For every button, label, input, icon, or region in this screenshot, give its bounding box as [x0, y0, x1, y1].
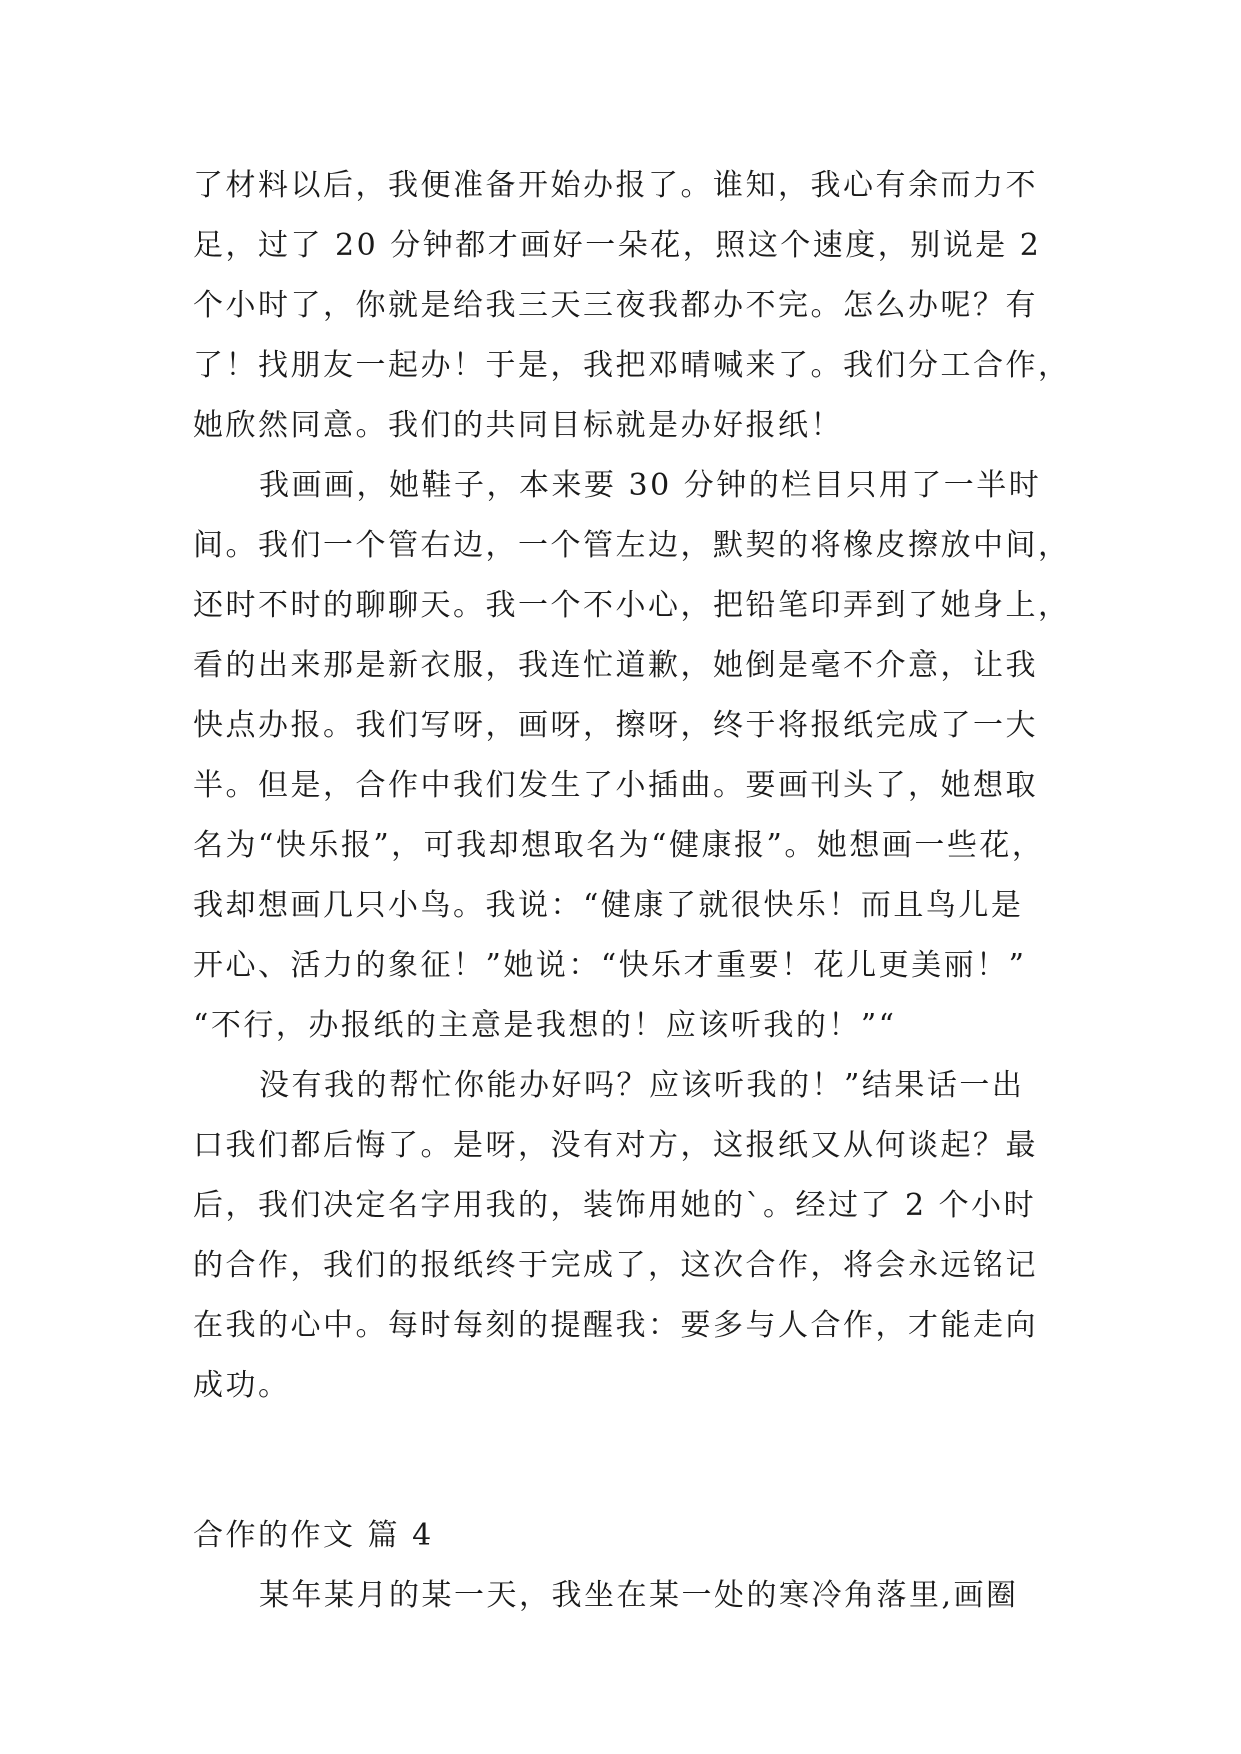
text-line: 半。但是，合作中我们发生了小插曲。要画刊头了，她想取: [193, 768, 1038, 803]
text-line: 名为“快乐报”，可我却想取名为“健康报”。她想画一些花，: [193, 828, 1045, 863]
text-line: 某年某月的某一天，我坐在某一处的寒冷角落里,画圈: [259, 1578, 1019, 1613]
text-line: 后，我们决定名字用我的，装饰用她的`。经过了 2 个小时: [193, 1188, 1037, 1223]
text-line: 开心、活力的象征！”她说：“快乐才重要！花儿更美丽！”: [193, 948, 1027, 983]
text-line: 足，过了 20 分钟都才画好一朵花，照这个速度，别说是 2: [193, 228, 1042, 263]
paragraph-1: [193, 156, 1071, 456]
text-line: 快点办报。我们写呀，画呀，擦呀，终于将报纸完成了一大: [193, 708, 1038, 743]
text-line: 间。我们一个管右边，一个管左边，默契的将橡皮擦放中间，: [193, 528, 1071, 563]
text-line: 口我们都后悔了。是呀，没有对方，这报纸又从何谈起？最: [193, 1128, 1038, 1163]
text-line: 了材料以后，我便准备开始办报了。谁知，我心有余而力不: [193, 168, 1038, 203]
paragraph-3: [193, 1056, 1053, 1416]
text-line: 的合作，我们的报纸终于完成了，这次合作，将会永远铭记: [193, 1248, 1038, 1283]
text-line: 还时不时的聊聊天。我一个不小心，把铅笔印弄到了她身上，: [193, 588, 1071, 623]
text-line: 看的出来那是新衣服，我连忙道歉，她倒是毫不介意，让我: [193, 648, 1038, 683]
document-page: [193, 156, 1071, 1626]
text-line: 了！找朋友一起办！于是，我把邓晴喊来了。我们分工合作，: [193, 348, 1071, 383]
text-line: 成功。: [193, 1368, 291, 1403]
paragraph-4: [193, 1566, 1053, 1626]
paragraph-2: [193, 456, 1071, 1056]
text-line: 没有我的帮忙你能办好吗？应该听我的！”结果话一出: [259, 1068, 1025, 1103]
text-line: 她欣然同意。我们的共同目标就是办好报纸！: [193, 408, 843, 443]
section-heading: 合作的作文 篇 4: [193, 1518, 434, 1553]
text-line: 个小时了，你就是给我三天三夜我都办不完。怎么办呢？有: [193, 288, 1038, 323]
text-line: 我却想画几只小鸟。我说：“健康了就很快乐！而且鸟儿是: [193, 888, 1024, 923]
text-line: 我画画，她鞋子，本来要 30 分钟的栏目只用了一半时: [259, 468, 1042, 503]
text-line: 在我的心中。每时每刻的提醒我：要多与人合作，才能走向: [193, 1308, 1038, 1343]
text-line: “不行，办报纸的主意是我想的！应该听我的！”“: [193, 1008, 897, 1043]
